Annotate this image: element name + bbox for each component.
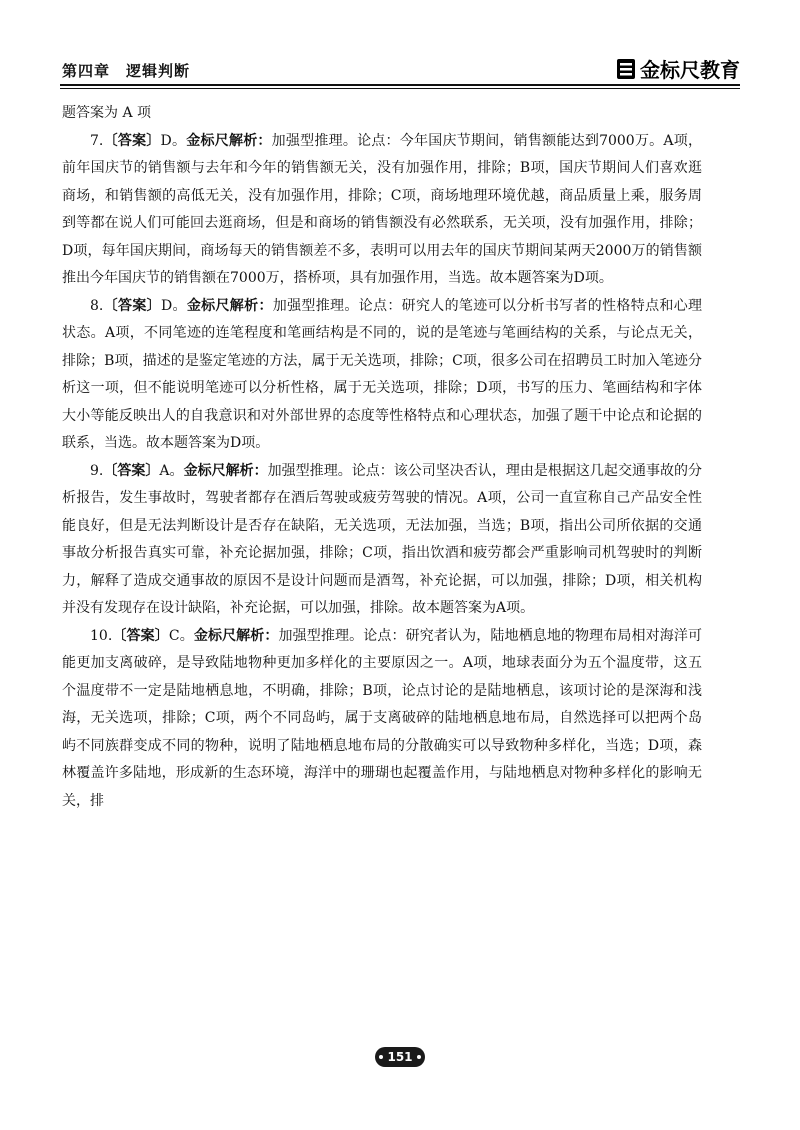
- paragraph-body: 题答案为 A 项: [62, 105, 152, 121]
- answer-paragraph-7: [62, 128, 702, 293]
- answer-label: 〔答案〕: [103, 462, 160, 479]
- analysis-label: 金标尺解析：: [193, 627, 279, 644]
- answer-paragraph-10: [62, 623, 702, 816]
- paragraph-continued: [62, 100, 702, 128]
- answer-label: 〔答案〕: [103, 297, 161, 314]
- paragraph-body: 加强型推理。论点：今年国庆节期间，销售额能达到7000万。A项，前年国庆节的销售额与去年和今年的销售额无关，没有加强作用，排除；B项，国庆节期间人们喜欢逛商场，和销售额的高低无关，没有加强作用，排除；C项，商场地理环境优越，商品质量上乘，服务周到等都在说人们可能回去逛商场，但是和商场的销售额没有必然联系，无关项，没有加强作用，排除；D项，每年国庆期间，商场每天的销售额差不多，表明可以用去年的国庆节期间某两天2000万的销售额推出今年国庆节的销售额在7000万，搭桥项，具有加强作用，当选。故本题答案为D项。: [62, 132, 703, 286]
- answer-paragraph-9: [62, 458, 702, 623]
- paragraph-body: 加强型推理。论点：该公司坚决否认，理由是根据这几起交通事故的分析报告，发生事故时，驾驶者都存在酒后驾驶或疲劳驾驶的情况。A项，公司一直宣称自己产品安全性能良好，但是无法判断设计是否存在缺陷，无关选项，无法加强，当选；B项，指出公司所依据的交通事故分析报告真实可靠，补充论据加强，排除；C项，指出饮酒和疲劳都会严重影响司机驾驶时的判断力，解释了造成交通事故的原因不是设计问题而是酒驾，补充论据，可以加强，排除；D项，相关机构并没有发现存在设计缺陷，补充论据，可以加强，排除。故本题答案为A项。: [62, 462, 702, 616]
- header-rule-thin: [60, 88, 740, 89]
- question-number: 7.: [90, 132, 104, 149]
- answer-label: 〔答案〕: [103, 132, 161, 149]
- answer-content: [62, 100, 702, 815]
- ruler-logo-icon: [616, 58, 636, 80]
- publisher-logo: [616, 54, 740, 83]
- analysis-label: 金标尺解析：: [186, 132, 272, 149]
- answer-value: D。: [160, 297, 187, 314]
- analysis-label: 金标尺解析：: [183, 462, 268, 479]
- answer-label: 〔答案〕: [112, 627, 169, 644]
- logo-text: 金标尺教育: [640, 58, 740, 82]
- page-number: 151: [375, 1047, 424, 1067]
- header-rule: [60, 84, 740, 86]
- page-footer: [0, 1047, 800, 1067]
- answer-value: A。: [159, 462, 184, 479]
- answer-value: C。: [168, 627, 194, 644]
- analysis-label: 金标尺解析：: [186, 297, 273, 314]
- page-header: [60, 50, 740, 86]
- answer-value: D。: [160, 132, 187, 149]
- answer-paragraph-8: [62, 293, 702, 458]
- paragraph-body: 加强型推理。论点：研究人的笔迹可以分析书写者的性格特点和心理状态。A项，不同笔迹的连笔程度和笔画结构是不同的，说的是笔迹与笔画结构的关系，与论点无关，排除；B项，描述的是鉴定笔迹的方法，属于无关选项，排除；C项，很多公司在招聘员工时加入笔迹分析这一项，但不能说明笔迹可以分析性格，属于无关选项，排除；D项，书写的压力、笔画结构和字体大小等能反映出人的自我意识和对外部世界的态度等性格特点和心理状态，加强了题干中论点和论据的联系，当选。故本题答案为D项。: [62, 297, 703, 451]
- question-number: 9.: [90, 462, 104, 479]
- chapter-title: 第四章 逻辑判断: [62, 62, 191, 80]
- question-number: 10.: [90, 627, 113, 644]
- question-number: 8.: [90, 297, 104, 314]
- paragraph-body: 加强型推理。论点：研究者认为，陆地栖息地的物理布局相对海洋可能更加支离破碎，是导致陆地物种更加多样化的主要原因之一。A项，地球表面分为五个温度带，这五个温度带不一定是陆地栖息地，不明确，排除；B项，论点讨论的是陆地栖息，该项讨论的是深海和浅海，无关选项，排除；C项，两个不同岛屿，属于支离破碎的陆地栖息地布局，自然选择可以把两个岛屿不同族群变成不同的物种，说明了陆地栖息地布局的分散确实可以导致物种多样化，当选；D项，森林覆盖许多陆地，形成新的生态环境，海洋中的珊瑚也起覆盖作用，与陆地栖息对物种多样化的影响无关，排: [62, 627, 703, 809]
